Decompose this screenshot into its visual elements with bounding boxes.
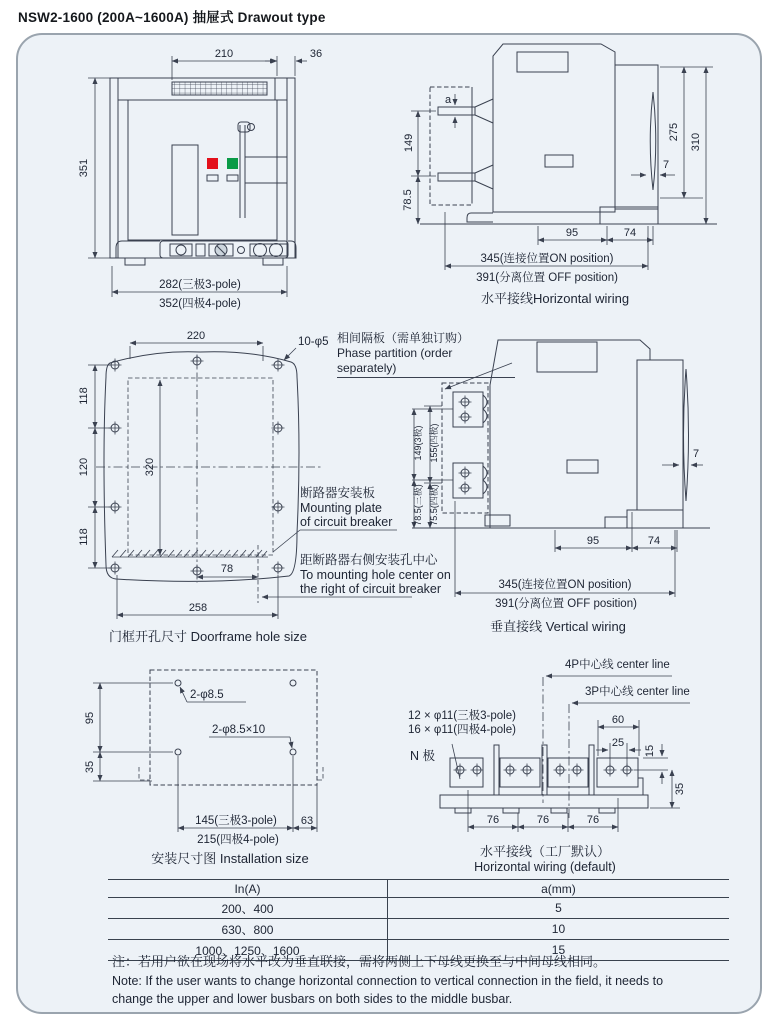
- holes-10phi5-label: 10-φ5: [298, 336, 329, 348]
- footnote-zh: 注：若用户欲在现场将水平改为垂直联接，需将两侧上下母线更换至与中间母线相同。: [112, 954, 607, 969]
- table-header-a: a(mm): [387, 880, 729, 898]
- doorframe-caption: 门框开孔尺寸 Doorframe hole size: [109, 629, 307, 644]
- dim-258-label: 258: [188, 602, 208, 614]
- dim-76-2-label: 76: [536, 814, 550, 826]
- holes-slot-label: 2-φ8.5×10: [212, 724, 266, 736]
- table-header-in: In(A): [108, 880, 387, 898]
- horizontal-wiring-diagram: [402, 42, 770, 312]
- page-title: NSW2-1600 (200A~1600A) 抽屉式 Drawout type: [18, 10, 326, 25]
- table-cell: 200、400: [108, 898, 387, 919]
- table-cell: 15: [387, 940, 729, 961]
- center-line-4p-label: 4P中心线 center line: [565, 659, 670, 671]
- dim-145-label: 145(三极3-pole): [195, 815, 277, 827]
- dim-60-label: 60: [611, 714, 625, 726]
- horizontal-default-caption-zh: 水平接线（工厂默认）: [479, 844, 611, 859]
- footnote-en-line2: change the upper and lower busbars on both sides to the middle busbar.: [112, 992, 513, 1007]
- plate-note-zh: 断路器安装板: [300, 486, 376, 500]
- dim-a-label: a: [445, 94, 452, 106]
- dim-155-4p-label: 155(四极): [429, 423, 439, 463]
- horizontal-wiring-caption: 水平接线Horizontal wiring: [480, 291, 630, 306]
- holes-4p-label: 16 × φ11(四极4-pole): [408, 724, 516, 736]
- plate-note-en1: Mounting plate: [300, 501, 383, 515]
- dim-210-label: 210: [214, 48, 234, 60]
- vertical-wiring-caption: 垂直接线 Vertical wiring: [490, 619, 626, 634]
- dim-149-3p-label: 149(3极): [413, 425, 423, 461]
- table-header-row: [108, 880, 729, 898]
- table-cell: 1000、1250、1600: [108, 940, 387, 961]
- dim-15-label: 15: [644, 744, 656, 758]
- table-cell: 10: [387, 919, 729, 940]
- dim-149-label: 149: [403, 133, 415, 153]
- green-indicator: [227, 158, 238, 169]
- dim-78-5-label: 78.5: [402, 189, 414, 211]
- dim-391-label: 391(分离位置 OFF position): [476, 272, 618, 284]
- hole-note-zh: 距断路器右侧安装孔中心: [300, 553, 438, 567]
- dim-95-label: 95: [586, 535, 600, 547]
- dim-215-label: 215(四极4-pole): [197, 834, 279, 846]
- table-row: [108, 919, 729, 940]
- dim-76-1-label: 76: [486, 814, 500, 826]
- holes-3p-label: 12 × φ11(三极3-pole): [408, 710, 516, 722]
- phase-partition-en: Phase partition (order separately): [337, 346, 515, 378]
- dim-282-label: 282(三极3-pole): [159, 279, 241, 291]
- dim-76-3-label: 76: [586, 814, 600, 826]
- dim-118b-label: 118: [78, 528, 90, 546]
- dim-351-label: 351: [78, 158, 90, 178]
- dim-345-label: 345(连接位置ON position): [480, 253, 614, 265]
- dim-25-label: 25: [611, 737, 625, 749]
- dim-310-label: 310: [690, 132, 702, 152]
- pole-row-outline: [440, 745, 648, 813]
- breaker-front-outline: [110, 78, 296, 265]
- dim-95-label: 95: [84, 711, 96, 725]
- dim-352-label: 352(四极4-pole): [159, 298, 241, 310]
- horizontal-default-diagram: [400, 648, 700, 882]
- footnote: [112, 952, 740, 1009]
- dim-120-label: 120: [78, 457, 90, 477]
- dim-275-label: 275: [668, 122, 680, 142]
- installation-diagram: [60, 650, 400, 875]
- dim-74-label: 74: [623, 227, 637, 239]
- dim-220-label: 220: [186, 330, 206, 342]
- horizontal-wiring-dimensions: [402, 67, 713, 306]
- vertical-wiring-diagram: [400, 335, 778, 655]
- installation-caption: 安装尺寸图 Installation size: [151, 851, 309, 866]
- horizontal-default-dimensions: [468, 714, 686, 874]
- center-line-3p-label: 3P中心线 center line: [585, 686, 690, 698]
- dim-118a-label: 118: [78, 387, 90, 405]
- dim-75-5-4p-label: 75.5(四极): [429, 484, 439, 526]
- hole-note-en1: To mounting hole center on: [300, 568, 451, 582]
- dim-391-label: 391(分离位置 OFF position): [495, 598, 637, 610]
- vertical-wiring-dimensions: [412, 406, 703, 634]
- dim-320-label: 320: [144, 457, 156, 477]
- dim-95-label: 95: [565, 227, 579, 239]
- installation-dimensions: [84, 683, 317, 866]
- footnote-en-line1: Note: If the user wants to change horizontal connection to vertical connection in the field, it needs to: [112, 973, 664, 988]
- horizontal-default-caption-en: Horizontal wiring (default): [474, 860, 616, 874]
- phase-partition-zh: 相间隔板（需单独订购）: [337, 331, 470, 345]
- vertical-wiring-outline: [412, 340, 710, 528]
- dim-7-label: 7: [662, 159, 670, 171]
- hole-note-en2: the right of circuit breaker: [300, 582, 442, 596]
- dim-35-label: 35: [674, 782, 686, 796]
- dim-36-label: 36: [309, 48, 323, 60]
- dim-78-5-3p-label: 78.5(三极): [413, 484, 423, 526]
- dim-74-label: 74: [647, 535, 661, 547]
- front-view-diagram: [60, 40, 395, 330]
- holes-round-label: 2-φ8.5: [190, 689, 224, 701]
- doorframe-outline: [96, 352, 322, 583]
- dim-35-label: 35: [84, 760, 96, 774]
- table-row: [108, 898, 729, 919]
- dim-345-label: 345(连接位置ON position): [498, 579, 632, 591]
- dim-78-label: 78: [220, 563, 234, 575]
- dim-63-label: 63: [300, 815, 314, 827]
- dim-7-label: 7: [692, 448, 700, 460]
- table-cell: 630、800: [108, 919, 387, 940]
- plate-note-en2: of circuit breaker: [300, 515, 393, 529]
- table-cell: 5: [387, 898, 729, 919]
- n-pole-label: N 极: [410, 749, 436, 763]
- red-indicator: [207, 158, 218, 169]
- rating-table: [108, 879, 729, 961]
